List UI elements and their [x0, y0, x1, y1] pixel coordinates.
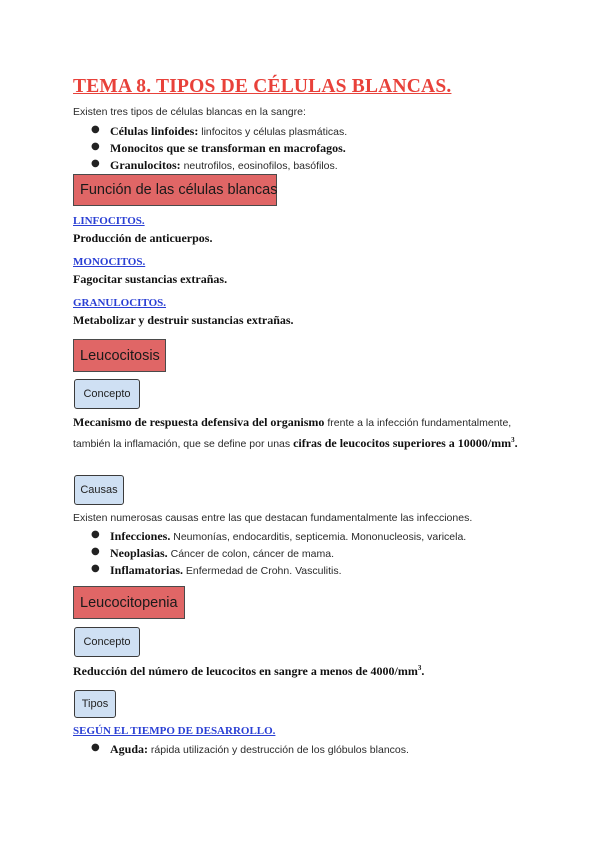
- bullet-icon: ●: [91, 563, 100, 574]
- function-heading-monocitos: MONOCITOS.: [73, 256, 146, 268]
- list-item: ● Inflamatorias. Enfermedad de Crohn. Vasculitis.: [73, 560, 466, 577]
- bullet-icon: ●: [91, 529, 100, 540]
- list-item: ● Células linfoides: linfocitos y células plasmáticas.: [73, 121, 347, 138]
- causas-list: [73, 526, 466, 577]
- bullet-icon: ●: [91, 141, 100, 152]
- function-text-granulocitos: Metabolizar y destruir sustancias extrañas.: [73, 313, 294, 327]
- tipos-list: [73, 739, 409, 756]
- bullet-icon: ●: [91, 546, 100, 557]
- tipos-label: Tipos: [74, 690, 116, 718]
- function-text-monocitos: Fagocitar sustancias extrañas.: [73, 272, 228, 286]
- concepto-text-leucocitopenia: Reducción del número de leucocitos en sangre a menos de $4000/mm^3$.: [73, 664, 425, 678]
- list-item: ● Aguda: rápida utilización y destrucción de los glóbulos blancos.: [73, 739, 409, 756]
- concepto-label-leucocitosis: Concepto: [74, 379, 140, 409]
- cell-types-list: [73, 121, 347, 172]
- function-heading-linfocitos: LINFOCITOS.: [73, 215, 145, 227]
- concepto-label-leucocitopenia: Concepto: [74, 627, 140, 657]
- bullet-icon: ●: [91, 158, 100, 169]
- causas-intro: Existen numerosas causas entre las que destacan fundamentalmente las infecciones.: [73, 512, 473, 524]
- bullet-icon: ●: [91, 742, 100, 753]
- function-heading-granulocitos: GRANULOCITOS.: [73, 297, 167, 309]
- page-title: TEMA 8. TIPOS DE CÉLULAS BLANCAS.: [73, 76, 452, 97]
- list-item: ● Infecciones. Neumonías, endocarditis, septicemia. Mononucleosis, varicela.: [73, 526, 466, 543]
- list-item: ● Neoplasias. Cáncer de colon, cáncer de mama.: [73, 543, 466, 560]
- list-item: ● Granulocitos: neutrofilos, eosinofilos, basófilos.: [73, 155, 347, 172]
- causas-label: Causas: [74, 475, 124, 505]
- bullet-icon: ●: [91, 124, 100, 135]
- list-item: ● Monocitos que se transforman en macrofagos.: [73, 138, 347, 155]
- intro-text: Existen tres tipos de células blancas en la sangre:: [73, 106, 306, 118]
- tipos-heading: SEGÚN EL TIEMPO DE DESARROLLO.: [73, 725, 276, 737]
- function-text-linfocitos: Producción de anticuerpos.: [73, 231, 213, 245]
- section-heading-leucocitopenia: Leucocitopenia: [73, 586, 185, 619]
- section-heading-leucocitosis: Leucocitosis: [73, 339, 166, 372]
- section-heading-funcion: Función de las células blancas: [73, 174, 277, 206]
- concepto-text-leucocitosis: Mecanismo de respuesta defensiva del organismo frente a la infección fundamentalmente, también la inflamación, que se define por unas cifras de leucocitos superiores a $10000/mm^3$.: [73, 415, 518, 450]
